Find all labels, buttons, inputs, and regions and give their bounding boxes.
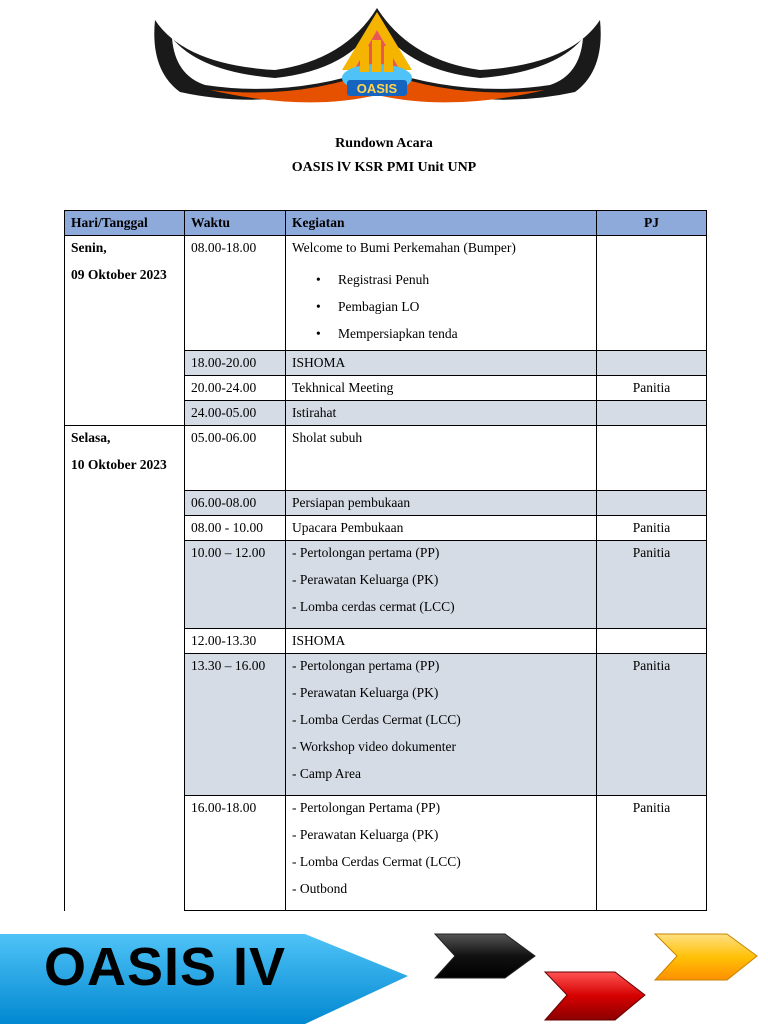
activity-cell [286,541,597,629]
header-day: Hari/Tanggal [65,211,185,236]
activity-cell: ISHOMA [286,351,597,376]
activity-cell: Sholat subuh [286,426,597,491]
arrow-black-icon [435,934,535,978]
pj-cell [597,401,707,426]
pj-cell [597,236,707,351]
activity-cell: Tekhnical Meeting [286,376,597,401]
bullet-list [292,266,590,347]
activity-line: - Perawatan Keluarga (PK) [292,827,439,842]
activity-line: - Lomba cerdas cermat (LCC) [292,599,455,614]
list-item: • Pembagian LO [292,293,590,320]
pj-cell: Panitia [597,654,707,796]
activity-cell: Istirahat [286,401,597,426]
time-cell: 20.00-24.00 [185,376,286,401]
arrow-yellow-icon [655,934,757,980]
table-row [65,426,707,491]
day-name: Senin, [71,240,107,255]
pj-cell: Panitia [597,516,707,541]
pj-cell [597,351,707,376]
activity-line: - Camp Area [292,766,361,781]
activity-line: - Perawatan Keluarga (PK) [292,685,439,700]
activity-line: - Pertolongan pertama (PP) [292,545,440,560]
time-cell: 13.30 – 16.00 [185,654,286,796]
activity-cell: ISHOMA [286,629,597,654]
arrow-red-icon [545,972,645,1020]
activity-text: Welcome to Bumi Perkemahan (Bumper) [292,240,516,255]
activity-line: - Lomba Cerdas Cermat (LCC) [292,854,461,869]
pj-cell: Panitia [597,541,707,629]
logo-text: OASIS [356,81,398,96]
bullet-icon: • [316,326,321,341]
document-title: Rundown Acara [335,136,433,151]
time-cell: 08.00-18.00 [185,236,286,351]
day-date: 09 Oktober 2023 [71,267,167,282]
oasis-logo [150,0,605,112]
bullet-icon: • [316,299,321,314]
document-subtitle: OASIS lV KSR PMI Unit UNP [291,160,477,175]
pj-cell: Panitia [597,376,707,401]
day-name: Selasa, [71,430,111,445]
header-pj: PJ [597,211,707,236]
activity-line: - Workshop video dokumenter [292,739,457,754]
table-header-row [65,211,707,236]
time-cell: 18.00-20.00 [185,351,286,376]
header-activity: Kegiatan [286,211,597,236]
pj-cell [597,491,707,516]
rundown-table [64,210,707,911]
list-item: • Mempersiapkan tenda [292,320,590,347]
activity-cell [286,654,597,796]
time-cell: 10.00 – 12.00 [185,541,286,629]
day-date: 10 Oktober 2023 [71,457,167,472]
list-item: • Registrasi Penuh [292,266,590,293]
table-row [65,236,707,351]
activity-cell: Upacara Pembukaan [286,516,597,541]
pj-cell [597,426,707,491]
time-cell: 08.00 - 10.00 [185,516,286,541]
bullet-icon: • [316,272,321,287]
activity-line: - Pertolongan pertama (PP) [292,658,440,673]
activity-line: - Pertolongan Pertama (PP) [292,800,441,815]
time-cell: 06.00-08.00 [185,491,286,516]
footer-title: OASIS IV [44,937,287,997]
activity-cell: Persiapan pembukaan [286,491,597,516]
time-cell: 12.00-13.30 [185,629,286,654]
activity-cell [286,796,597,911]
activity-line: - Perawatan Keluarga (PK) [292,572,439,587]
activity-cell [286,236,597,351]
time-cell: 05.00-06.00 [185,426,286,491]
activity-line: - Outbond [292,881,348,896]
day-cell [65,426,185,911]
pj-cell [597,629,707,654]
time-cell: 24.00-05.00 [185,401,286,426]
pj-cell: Panitia [597,796,707,911]
day-cell [65,236,185,426]
time-cell: 16.00-18.00 [185,796,286,911]
header-time: Waktu [185,211,286,236]
activity-line: - Lomba Cerdas Cermat (LCC) [292,712,461,727]
